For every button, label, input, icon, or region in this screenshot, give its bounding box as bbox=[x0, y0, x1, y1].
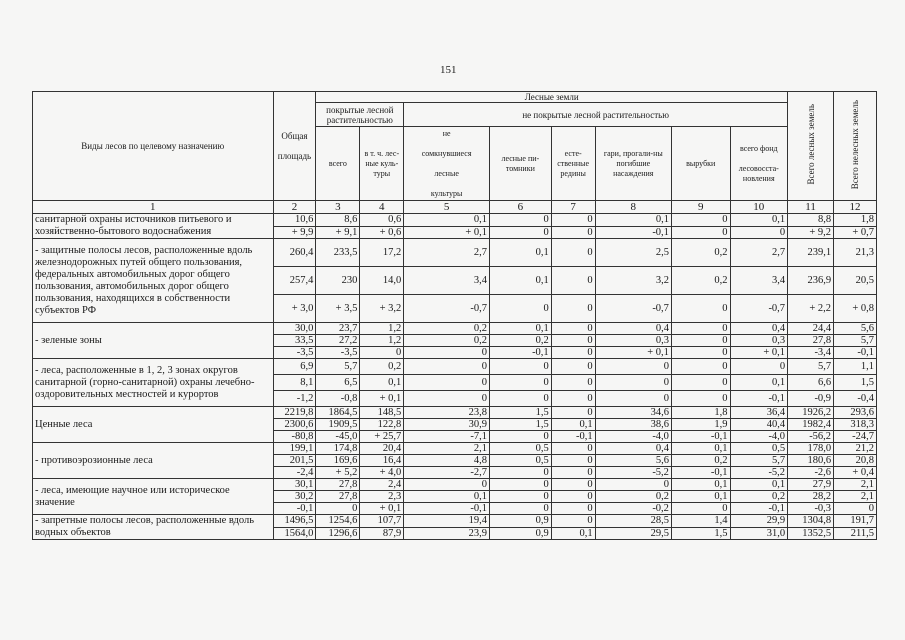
table-cell: -0,1 bbox=[730, 391, 788, 407]
row-label: - противоэрозионные леса bbox=[33, 443, 274, 479]
table-cell: 17,2 bbox=[360, 239, 404, 267]
table-cell: -3,5 bbox=[316, 347, 360, 359]
table-cell: 29,5 bbox=[595, 527, 671, 540]
table-cell: 23,8 bbox=[404, 407, 490, 419]
table-cell: 31,0 bbox=[730, 527, 788, 540]
header-natural-gaps: есте-ственные редины bbox=[551, 127, 595, 201]
table-cell: 0 bbox=[404, 359, 490, 375]
table-cell: 0,1 bbox=[671, 491, 730, 503]
table-cell: 293,6 bbox=[834, 407, 877, 419]
table-cell: -0,2 bbox=[595, 503, 671, 515]
table-cell: 5,6 bbox=[595, 455, 671, 467]
table-cell: 0 bbox=[490, 491, 552, 503]
table-cell: 4,8 bbox=[404, 455, 490, 467]
table-cell: 199,1 bbox=[273, 443, 316, 455]
row-label: - леса, имеющие научное или историческое значение bbox=[33, 479, 274, 515]
table-cell: -1,2 bbox=[273, 391, 316, 407]
table-cell: 0 bbox=[490, 503, 552, 515]
table-cell: -0,1 bbox=[595, 226, 671, 239]
table-cell: 0 bbox=[551, 503, 595, 515]
table-cell: 0 bbox=[551, 455, 595, 467]
table-cell: 0 bbox=[551, 267, 595, 295]
table-cell: 0,3 bbox=[730, 335, 788, 347]
table-cell: 0,1 bbox=[404, 491, 490, 503]
table-cell: 2,1 bbox=[404, 443, 490, 455]
table-cell: 0 bbox=[490, 391, 552, 407]
table-cell: 6,5 bbox=[316, 375, 360, 391]
table-cell: 0,1 bbox=[671, 479, 730, 491]
table-cell: 27,8 bbox=[316, 479, 360, 491]
table-cell: 24,4 bbox=[788, 323, 834, 335]
table-cell: 38,6 bbox=[595, 419, 671, 431]
table-cell: -0,3 bbox=[788, 503, 834, 515]
table-cell: 230 bbox=[316, 267, 360, 295]
table-cell: 0 bbox=[490, 467, 552, 479]
table-cell: 0 bbox=[671, 391, 730, 407]
table-cell: -2,6 bbox=[788, 467, 834, 479]
table-cell: -5,2 bbox=[595, 467, 671, 479]
table-cell: -0,1 bbox=[404, 503, 490, 515]
table-cell: 180,6 bbox=[788, 455, 834, 467]
table-cell: 0,4 bbox=[730, 323, 788, 335]
table-cell: 14,0 bbox=[360, 267, 404, 295]
table-cell: 8,8 bbox=[788, 214, 834, 227]
table-cell: 0 bbox=[671, 359, 730, 375]
table-cell: 0 bbox=[490, 375, 552, 391]
table-cell: + 0,1 bbox=[360, 503, 404, 515]
table-cell: 0,1 bbox=[551, 419, 595, 431]
table-cell: 0,9 bbox=[490, 527, 552, 540]
table-cell: -0,1 bbox=[490, 347, 552, 359]
table-cell: 5,7 bbox=[730, 455, 788, 467]
header-nurseries: лесные пи-томники bbox=[490, 127, 552, 201]
table-cell: 3,4 bbox=[730, 267, 788, 295]
header-reforest-total: всего фонд лесовосста- новления bbox=[730, 127, 788, 201]
column-number: 1 bbox=[33, 201, 274, 214]
table-cell: 5,7 bbox=[834, 335, 877, 347]
table-cell: 239,1 bbox=[788, 239, 834, 267]
table-cell: 148,5 bbox=[360, 407, 404, 419]
column-number: 12 bbox=[834, 201, 877, 214]
table-cell: 0 bbox=[551, 347, 595, 359]
table-cell: 0 bbox=[404, 391, 490, 407]
table-cell: 0,2 bbox=[490, 335, 552, 347]
table-cell: 30,0 bbox=[273, 323, 316, 335]
table-cell: -0,7 bbox=[730, 295, 788, 323]
table-cell: 2,1 bbox=[834, 491, 877, 503]
table-cell: 1,9 bbox=[671, 419, 730, 431]
row-label: - леса, расположенные в 1, 2, 3 зонах округов санитарной (горно-санитарной) охраны лечебно-оздоровительных местностей и курортов bbox=[33, 359, 274, 407]
table-cell: 2219,8 bbox=[273, 407, 316, 419]
column-number: 7 bbox=[551, 201, 595, 214]
page-number: 151 bbox=[440, 64, 457, 76]
table-row bbox=[33, 323, 877, 335]
table-cell: + 4,0 bbox=[360, 467, 404, 479]
table-cell: 16,4 bbox=[360, 455, 404, 467]
table-cell: 0 bbox=[490, 479, 552, 491]
table-cell: 20,5 bbox=[834, 267, 877, 295]
table-cell: 0 bbox=[316, 503, 360, 515]
table-cell: 0,1 bbox=[490, 239, 552, 267]
table-cell: -0,1 bbox=[671, 467, 730, 479]
table-cell: 0,5 bbox=[490, 455, 552, 467]
table-cell: + 9,2 bbox=[788, 226, 834, 239]
table-cell: 0,1 bbox=[730, 214, 788, 227]
table-row bbox=[33, 515, 877, 528]
table-cell: 2,3 bbox=[360, 491, 404, 503]
table-cell: 1982,4 bbox=[788, 419, 834, 431]
table-cell: 0,2 bbox=[671, 239, 730, 267]
table-cell: 2,7 bbox=[404, 239, 490, 267]
table-cell: -3,4 bbox=[788, 347, 834, 359]
table-cell: 1304,8 bbox=[788, 515, 834, 528]
table-cell: 0 bbox=[490, 226, 552, 239]
table-cell: 30,1 bbox=[273, 479, 316, 491]
table-cell: 28,2 bbox=[788, 491, 834, 503]
table-cell: -2,4 bbox=[273, 467, 316, 479]
table-cell: + 3,2 bbox=[360, 295, 404, 323]
table-cell: 1,2 bbox=[360, 323, 404, 335]
column-number: 11 bbox=[788, 201, 834, 214]
table-cell: 0 bbox=[551, 515, 595, 528]
table-cell: 6,9 bbox=[273, 359, 316, 375]
table-cell: + 0,1 bbox=[595, 347, 671, 359]
table-cell: 0,1 bbox=[730, 375, 788, 391]
header-forest-lands: Лесные земли bbox=[316, 92, 788, 103]
table-cell: 20,4 bbox=[360, 443, 404, 455]
row-label: Ценные леса bbox=[33, 407, 274, 443]
table-cell: 0 bbox=[551, 214, 595, 227]
table-cell: 0 bbox=[730, 359, 788, 375]
table-cell: + 9,9 bbox=[273, 226, 316, 239]
table-cell: 0 bbox=[671, 323, 730, 335]
table-cell: 34,6 bbox=[595, 407, 671, 419]
table-cell: 211,5 bbox=[834, 527, 877, 540]
table-cell: + 0,8 bbox=[834, 295, 877, 323]
table-cell: 19,4 bbox=[404, 515, 490, 528]
column-number: 8 bbox=[595, 201, 671, 214]
table-cell: 0 bbox=[671, 214, 730, 227]
table-cell: + 0,7 bbox=[834, 226, 877, 239]
table-cell: -0,7 bbox=[404, 295, 490, 323]
table-row bbox=[33, 359, 877, 375]
table-cell: 0 bbox=[490, 214, 552, 227]
row-label: - зеленые зоны bbox=[33, 323, 274, 359]
table-cell: + 0,6 bbox=[360, 226, 404, 239]
forest-land-table bbox=[32, 91, 877, 540]
table-row bbox=[33, 214, 877, 227]
table-row bbox=[33, 239, 877, 267]
table-cell: 23,9 bbox=[404, 527, 490, 540]
table-cell: -3,5 bbox=[273, 347, 316, 359]
table-cell: 36,4 bbox=[730, 407, 788, 419]
table-cell: 87,9 bbox=[360, 527, 404, 540]
table-cell: -7,1 bbox=[404, 431, 490, 443]
table-cell: 27,2 bbox=[316, 335, 360, 347]
table-cell: 0 bbox=[360, 347, 404, 359]
table-cell: 0 bbox=[551, 407, 595, 419]
table-cell: + 0,1 bbox=[404, 226, 490, 239]
row-label: санитарной охраны источников питьевого и хозяйственно-бытового водоснабжения bbox=[33, 214, 274, 239]
table-cell: 0,1 bbox=[404, 214, 490, 227]
table-cell: 0 bbox=[551, 391, 595, 407]
table-cell: 1352,5 bbox=[788, 527, 834, 540]
table-cell: -5,2 bbox=[730, 467, 788, 479]
table-row bbox=[33, 443, 877, 455]
table-cell: -0,1 bbox=[730, 503, 788, 515]
table-cell: 0,4 bbox=[595, 323, 671, 335]
table-cell: 2,4 bbox=[360, 479, 404, 491]
table-cell: 0,6 bbox=[360, 214, 404, 227]
table-cell: 2,7 bbox=[730, 239, 788, 267]
table-cell: 1,8 bbox=[671, 407, 730, 419]
table-body bbox=[33, 214, 877, 540]
table-cell: 1,5 bbox=[671, 527, 730, 540]
table-cell: 0 bbox=[595, 359, 671, 375]
table-cell: -56,2 bbox=[788, 431, 834, 443]
table-cell: 0 bbox=[404, 347, 490, 359]
table-cell: 1,1 bbox=[834, 359, 877, 375]
table-cell: 0,2 bbox=[595, 491, 671, 503]
table-cell: 1909,5 bbox=[316, 419, 360, 431]
column-number: 6 bbox=[490, 201, 552, 214]
table-row bbox=[33, 479, 877, 491]
table-cell: + 25,7 bbox=[360, 431, 404, 443]
table-cell: 0 bbox=[551, 295, 595, 323]
header-types: Виды лесов по целевому назначению bbox=[33, 92, 274, 201]
table-cell: 28,5 bbox=[595, 515, 671, 528]
table-row bbox=[33, 407, 877, 419]
table-cell: 3,2 bbox=[595, 267, 671, 295]
table-cell: 0,2 bbox=[360, 359, 404, 375]
table-cell: + 0,4 bbox=[834, 467, 877, 479]
header-all-nonforest: Всего нелесных земель bbox=[834, 92, 877, 201]
table-cell: 0 bbox=[551, 335, 595, 347]
table-cell: 0 bbox=[730, 226, 788, 239]
table-cell: 0 bbox=[551, 443, 595, 455]
header-covered: покрытые лесной растительностью bbox=[316, 103, 404, 127]
table-cell: 1,5 bbox=[834, 375, 877, 391]
table-cell: 0,1 bbox=[360, 375, 404, 391]
table-cell: 0,9 bbox=[490, 515, 552, 528]
table-cell: 5,6 bbox=[834, 323, 877, 335]
table-cell: 0 bbox=[490, 295, 552, 323]
table-cell: 0,3 bbox=[595, 335, 671, 347]
table-cell: 0 bbox=[834, 503, 877, 515]
table-cell: 0 bbox=[671, 503, 730, 515]
table-cell: 0 bbox=[671, 295, 730, 323]
table-cell: 1,5 bbox=[490, 419, 552, 431]
table-cell: 236,9 bbox=[788, 267, 834, 295]
table-cell: 1296,6 bbox=[316, 527, 360, 540]
table-cell: -0,4 bbox=[834, 391, 877, 407]
header-burnt: гари, прогали-ны погибшие насаждения bbox=[595, 127, 671, 201]
table-cell: 40,4 bbox=[730, 419, 788, 431]
table-cell: -4,0 bbox=[595, 431, 671, 443]
table-cell: 169,6 bbox=[316, 455, 360, 467]
column-number-row bbox=[33, 201, 877, 214]
table-cell: -24,7 bbox=[834, 431, 877, 443]
table-cell: 0,1 bbox=[490, 323, 552, 335]
table-cell: -45,0 bbox=[316, 431, 360, 443]
table-cell: 233,5 bbox=[316, 239, 360, 267]
table-cell: 0,2 bbox=[404, 335, 490, 347]
table-cell: 1926,2 bbox=[788, 407, 834, 419]
column-number: 5 bbox=[404, 201, 490, 214]
table-cell: 257,4 bbox=[273, 267, 316, 295]
table-cell: 27,9 bbox=[788, 479, 834, 491]
table-cell: -2,7 bbox=[404, 467, 490, 479]
header-unclosed: не сомкнувшиеся лесные культуры bbox=[404, 127, 490, 201]
table-cell: -0,7 bbox=[595, 295, 671, 323]
table-cell: 318,3 bbox=[834, 419, 877, 431]
table-cell: 5,7 bbox=[316, 359, 360, 375]
table-cell: 27,8 bbox=[316, 491, 360, 503]
header-clearings: вырубки bbox=[671, 127, 730, 201]
table-cell: 5,7 bbox=[788, 359, 834, 375]
table-cell: 0 bbox=[671, 335, 730, 347]
table-cell: 30,2 bbox=[273, 491, 316, 503]
table-cell: 29,9 bbox=[730, 515, 788, 528]
table-cell: 107,7 bbox=[360, 515, 404, 528]
table-cell: 8,6 bbox=[316, 214, 360, 227]
table-cell: 0 bbox=[671, 375, 730, 391]
table-cell: 0,4 bbox=[595, 443, 671, 455]
table-cell: -80,8 bbox=[273, 431, 316, 443]
table-cell: 1,2 bbox=[360, 335, 404, 347]
table-cell: + 3,0 bbox=[273, 295, 316, 323]
table-cell: 0,1 bbox=[490, 267, 552, 295]
column-number: 10 bbox=[730, 201, 788, 214]
table-cell: 0 bbox=[551, 491, 595, 503]
header-total-area: Общая площадь bbox=[273, 92, 316, 201]
table-cell: 0,1 bbox=[595, 214, 671, 227]
header-all-forest: Всего лесных земель bbox=[788, 92, 834, 201]
table-cell: 0,2 bbox=[671, 455, 730, 467]
header-all: всего bbox=[316, 127, 360, 201]
table-cell: 0 bbox=[490, 431, 552, 443]
table-cell: 0,5 bbox=[490, 443, 552, 455]
table-cell: 1564,0 bbox=[273, 527, 316, 540]
table-cell: 0 bbox=[671, 347, 730, 359]
row-label: - защитные полосы лесов, расположенные вдоль железнодорожных путей общего пользования, федеральных автомобильных дорог общего пользования, автомобильных дорог общего пользования, находящихся в собственности субъектов РФ bbox=[33, 239, 274, 323]
table-cell: 2,1 bbox=[834, 479, 877, 491]
table-cell: + 2,2 bbox=[788, 295, 834, 323]
table-cell: + 5,2 bbox=[316, 467, 360, 479]
table-cell: 0 bbox=[551, 375, 595, 391]
table-cell: 0 bbox=[404, 375, 490, 391]
table-cell: 1,4 bbox=[671, 515, 730, 528]
table-cell: 2,5 bbox=[595, 239, 671, 267]
table-cell: 0 bbox=[551, 467, 595, 479]
column-number: 2 bbox=[273, 201, 316, 214]
table-cell: 8,1 bbox=[273, 375, 316, 391]
column-number: 3 bbox=[316, 201, 360, 214]
row-label: - запретные полосы лесов, расположенные вдоль водных объектов bbox=[33, 515, 274, 540]
table-cell: 191,7 bbox=[834, 515, 877, 528]
column-number: 4 bbox=[360, 201, 404, 214]
table-cell: 201,5 bbox=[273, 455, 316, 467]
table-cell: 0 bbox=[551, 323, 595, 335]
table-cell: 0 bbox=[490, 359, 552, 375]
table-cell: 30,9 bbox=[404, 419, 490, 431]
table-cell: 174,8 bbox=[316, 443, 360, 455]
table-cell: + 9,1 bbox=[316, 226, 360, 239]
table-cell: -0,9 bbox=[788, 391, 834, 407]
table-cell: 122,8 bbox=[360, 419, 404, 431]
table-cell: 1864,5 bbox=[316, 407, 360, 419]
table-cell: 3,4 bbox=[404, 267, 490, 295]
table-cell: + 0,1 bbox=[730, 347, 788, 359]
column-number: 9 bbox=[671, 201, 730, 214]
table-cell: 10,6 bbox=[273, 214, 316, 227]
table-cell: + 3,5 bbox=[316, 295, 360, 323]
table-cell: + 0,1 bbox=[360, 391, 404, 407]
table-cell: 0 bbox=[671, 226, 730, 239]
table-cell: 260,4 bbox=[273, 239, 316, 267]
table-cell: 0 bbox=[595, 375, 671, 391]
table-cell: 0 bbox=[551, 239, 595, 267]
table-cell: -0,1 bbox=[551, 431, 595, 443]
table-cell: -0,1 bbox=[834, 347, 877, 359]
table-cell: 33,5 bbox=[273, 335, 316, 347]
table-cell: 21,2 bbox=[834, 443, 877, 455]
table-cell: 0,1 bbox=[671, 443, 730, 455]
table-cell: 0,5 bbox=[730, 443, 788, 455]
table-cell: 0,2 bbox=[730, 491, 788, 503]
table-cell: 6,6 bbox=[788, 375, 834, 391]
table-cell: 0 bbox=[595, 391, 671, 407]
table-cell: 0,1 bbox=[551, 527, 595, 540]
table-cell: -4,0 bbox=[730, 431, 788, 443]
table-cell: 0,2 bbox=[671, 267, 730, 295]
table-cell: -0,8 bbox=[316, 391, 360, 407]
table-cell: 23,7 bbox=[316, 323, 360, 335]
table-cell: 1,8 bbox=[834, 214, 877, 227]
table-cell: 0 bbox=[595, 479, 671, 491]
table-cell: 0,2 bbox=[404, 323, 490, 335]
table-cell: -0,1 bbox=[273, 503, 316, 515]
table-cell: 1254,6 bbox=[316, 515, 360, 528]
table-cell: 0,1 bbox=[730, 479, 788, 491]
table-cell: 0 bbox=[551, 226, 595, 239]
table-cell: 20,8 bbox=[834, 455, 877, 467]
table-cell: 0 bbox=[404, 479, 490, 491]
header-plantations: в т. ч. лес-ные куль-туры bbox=[360, 127, 404, 201]
table-cell: 178,0 bbox=[788, 443, 834, 455]
table-cell: 21,3 bbox=[834, 239, 877, 267]
table-cell: -0,1 bbox=[671, 431, 730, 443]
table-cell: 27,8 bbox=[788, 335, 834, 347]
table-cell: 1496,5 bbox=[273, 515, 316, 528]
table-cell: 0 bbox=[551, 479, 595, 491]
table-cell: 0 bbox=[551, 359, 595, 375]
table-cell: 2300,6 bbox=[273, 419, 316, 431]
header-not-covered: не покрытые лесной растительностью bbox=[404, 103, 788, 127]
table-cell: 1,5 bbox=[490, 407, 552, 419]
